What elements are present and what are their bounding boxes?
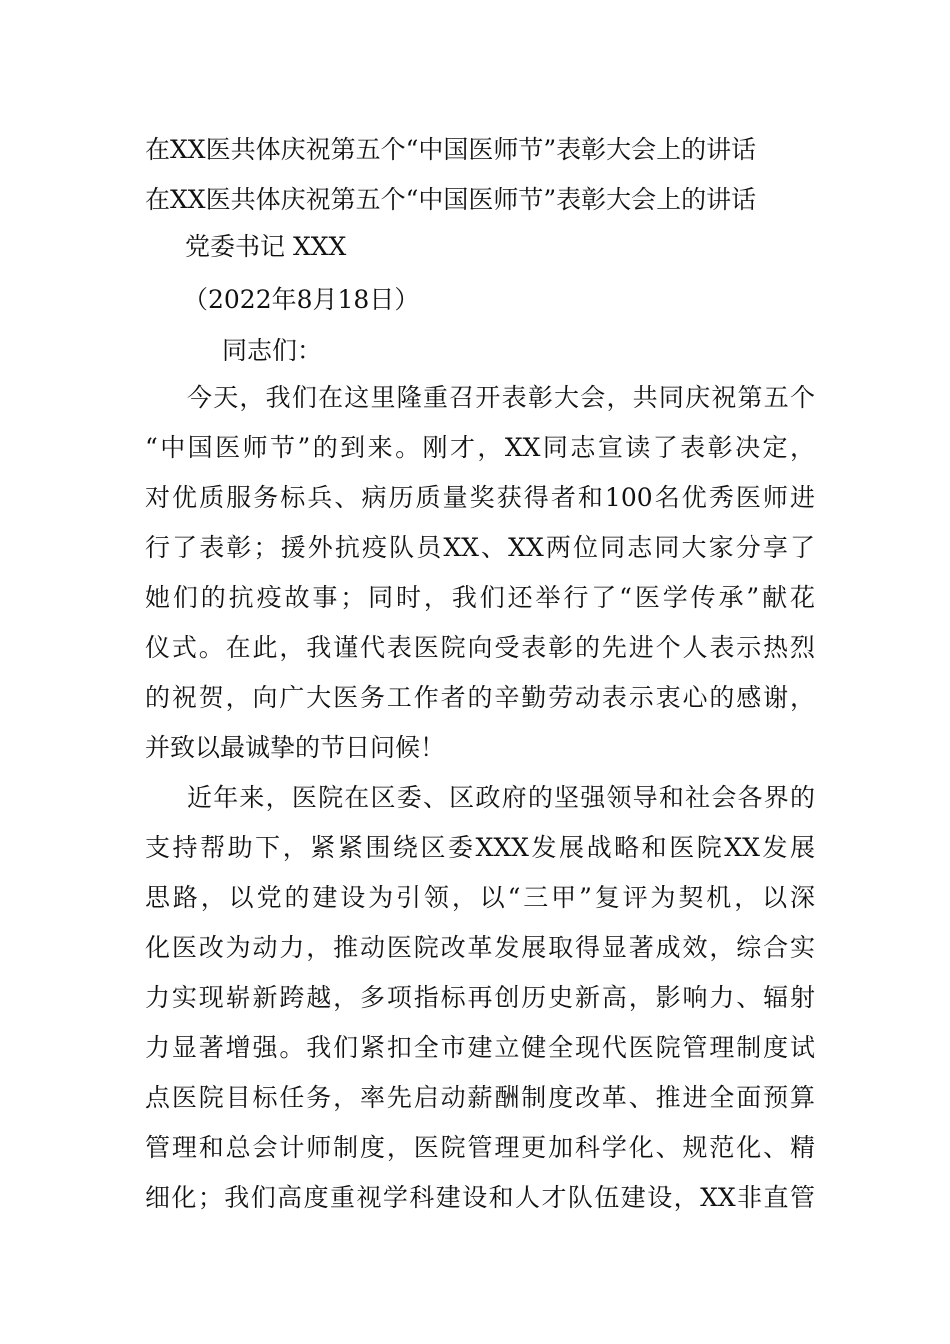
paragraph-line: 今天，我们在这里隆重召开表彰大会，共同庆祝第五个 [187, 383, 815, 412]
paragraph-line: 管理和总会计师制度，医院管理更加科学化、规范化、精 [145, 1133, 815, 1162]
paragraph-line: 力显著增强。我们紧扣全市建立健全现代医院管理制度试 [145, 1033, 815, 1062]
paragraph-line: 行了表彰；援外抗疫队员XX、XX两位同志同大家分享了 [145, 533, 815, 562]
paragraph-line: 支持帮助下，紧紧围绕区委XXX发展战略和医院XX发展 [145, 833, 815, 862]
paragraph-line: 点医院目标任务，率先启动薪酬制度改革、推进全面预算 [145, 1083, 815, 1112]
speaker-line: 党委书记 XXX [185, 232, 347, 261]
document-title-line-2: 在XX医共体庆祝第五个“中国医师节”表彰大会上的讲话 [145, 185, 757, 214]
paragraph-line: 仪式。在此，我谨代表医院向受表彰的先进个人表示热烈 [145, 633, 815, 662]
paragraph-line: 思路，以党的建设为引领，以“三甲”复评为契机，以深 [145, 883, 815, 912]
paragraph-line: 并致以最诚挚的节日问候！ [145, 733, 446, 762]
date-line: （2022年8月18日） [183, 285, 420, 314]
salutation: 同志们： [222, 336, 323, 365]
paragraph-line: 细化；我们高度重视学科建设和人才队伍建设，XX非直管 [145, 1183, 815, 1212]
document-title-line-1: 在XX医共体庆祝第五个“中国医师节”表彰大会上的讲话 [145, 135, 757, 164]
paragraph-line: “中国医师节”的到来。刚才，XX同志宣读了表彰决定， [145, 433, 815, 462]
paragraph-line: 力实现崭新跨越，多项指标再创历史新高，影响力、辐射 [145, 983, 815, 1012]
paragraph-line: 化医改为动力，推动医院改革发展取得显著成效，综合实 [145, 933, 815, 962]
paragraph-line: 近年来，医院在区委、区政府的坚强领导和社会各界的 [187, 783, 815, 812]
paragraph-line: 她们的抗疫故事；同时，我们还举行了“医学传承”献花 [145, 583, 815, 612]
paragraph-line: 对优质服务标兵、病历质量奖获得者和100名优秀医师进 [145, 483, 815, 512]
paragraph-line: 的祝贺，向广大医务工作者的辛勤劳动表示衷心的感谢， [145, 683, 815, 712]
